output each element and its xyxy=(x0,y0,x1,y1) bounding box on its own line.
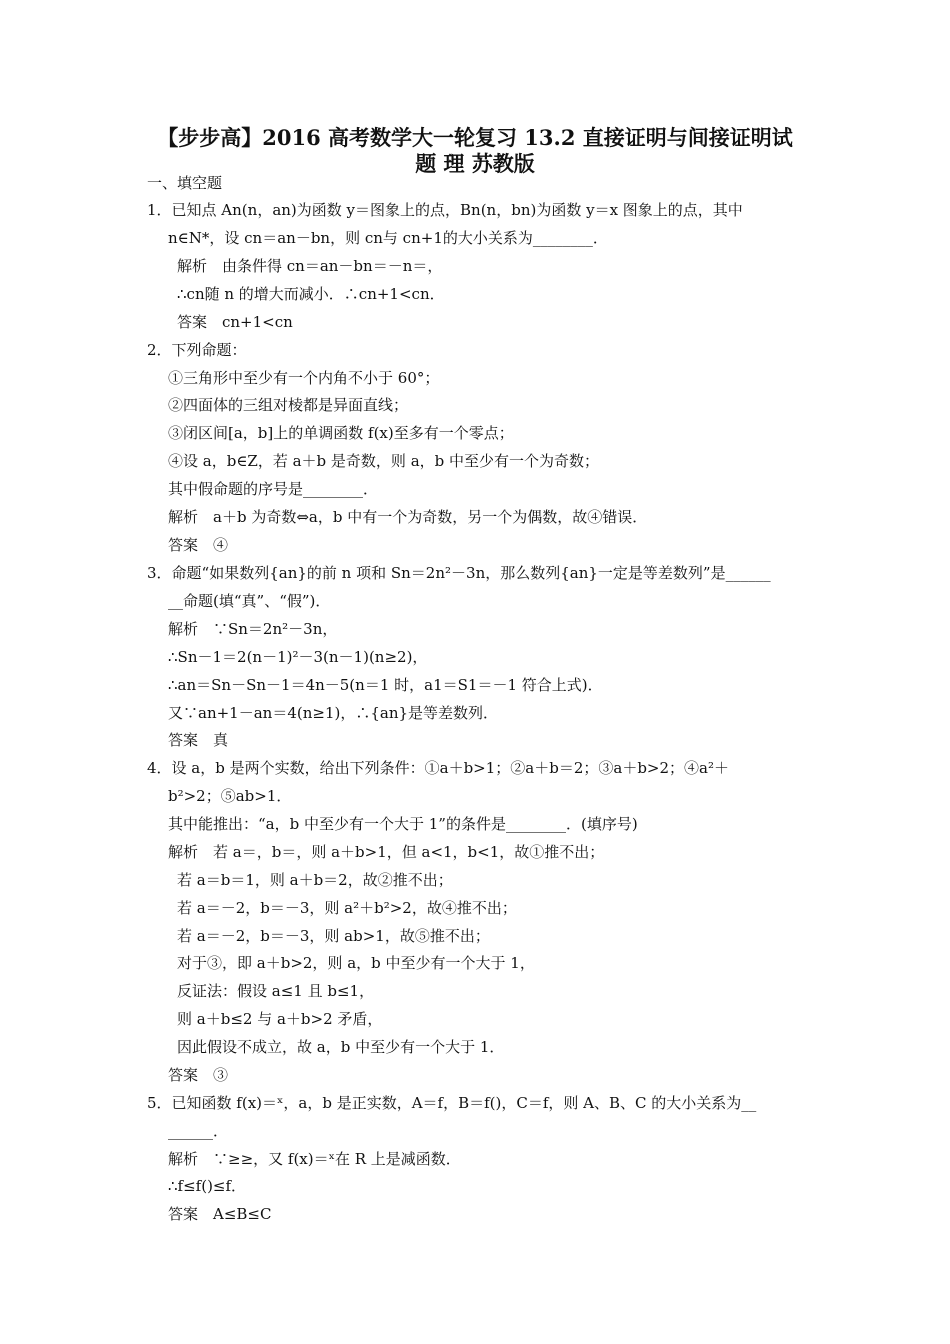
question-3-stem-cont: __命题(填“真”、“假”)． xyxy=(168,592,331,610)
document-title-line-1: 【步步高】2016 高考数学大一轮复习 13.2 直接证明与间接证明试 xyxy=(157,125,793,150)
question-4-analysis-step-7: 因此假设不成立，故 a，b 中至少有一个大于 1． xyxy=(177,1038,505,1056)
question-2-stem: 2．下列命题： xyxy=(147,341,247,359)
question-2-item-1: ①三角形中至少有一个内角不小于 60°； xyxy=(168,369,440,387)
question-5-analysis: 解析 ∵≥≥，又 f(x)＝ˣ在 R 上是减函数． xyxy=(168,1150,461,1168)
question-4-answer: 答案 ③ xyxy=(168,1066,229,1084)
question-5-analysis-step-1: ∴f≤f()≤f． xyxy=(168,1177,247,1195)
question-2-item-3: ③闭区间[a，b]上的单调函数 f(x)至多有一个零点； xyxy=(168,424,514,442)
question-4-stem: 4．设 a，b 是两个实数，给出下列条件：①a＋b>1；②a＋b＝2；③a＋b>2；④a²＋ xyxy=(147,759,729,777)
question-2-prompt: 其中假命题的序号是________． xyxy=(168,480,379,498)
question-1-stem-cont: n∈N*，设 cn＝an－bn，则 cn与 cn+1的大小关系为________． xyxy=(168,229,608,247)
question-2-answer: 答案 ④ xyxy=(168,536,229,554)
document-title-line-2: 题 理 苏教版 xyxy=(415,151,535,176)
question-4-analysis-step-1: 若 a＝b＝1，则 a＋b＝2，故②推不出； xyxy=(177,871,453,889)
question-3-analysis-step-2: ∴an＝Sn－Sn－1＝4n－5(n＝1 时，a1＝S1＝－1 符合上式)． xyxy=(168,676,603,694)
question-1-answer: 答案 cn+1<cn xyxy=(177,313,293,331)
question-3-analysis: 解析 ∵Sn＝2n²－3n， xyxy=(168,620,338,638)
section-heading: 一、填空题 xyxy=(147,174,223,192)
question-4-stem-cont: b²>2；⑤ab>1． xyxy=(168,787,292,805)
question-4-prompt: 其中能推出：“a，b 中至少有一个大于 1”的条件是________．(填序号) xyxy=(168,815,638,833)
question-2-item-2: ②四面体的三组对棱都是异面直线； xyxy=(168,396,409,414)
question-4-analysis-step-3: 若 a＝－2，b＝－3，则 ab>1，故⑤推不出； xyxy=(177,927,490,945)
question-1-stem: 1．已知点 An(n，an)为函数 y＝图象上的点，Bn(n，bn)为函数 y＝x 图象上的点，其中 xyxy=(147,201,743,219)
question-3-analysis-step-1: ∴Sn－1＝2(n－1)²－3(n－1)(n≥2)， xyxy=(168,648,428,666)
question-2-analysis: 解析 a＋b 为奇数⇔a，b 中有一个为奇数，另一个为偶数，故④错误． xyxy=(168,508,648,526)
question-1-analysis: 解析 由条件得 cn＝an－bn＝－n＝， xyxy=(177,257,443,275)
question-3-answer: 答案 真 xyxy=(168,731,229,749)
question-4-analysis-step-6: 则 a＋b≤2 与 a＋b>2 矛盾， xyxy=(177,1010,383,1028)
question-5-answer: 答案 A≤B≤C xyxy=(168,1205,272,1223)
question-4-analysis-step-2: 若 a＝－2，b＝－3，则 a²＋b²>2，故④推不出； xyxy=(177,899,517,917)
question-3-analysis-step-3: 又∵an+1－an＝4(n≥1)，∴{an}是等差数列． xyxy=(168,704,499,722)
question-1-analysis-cont: ∴cn随 n 的增大而减小．∴cn+1<cn． xyxy=(177,285,445,303)
question-4-analysis: 解析 若 a＝，b＝，则 a＋b>1，但 a<1，b<1，故①推不出； xyxy=(168,843,605,861)
question-5-stem-cont: ______． xyxy=(168,1122,229,1140)
question-4-analysis-step-5: 反证法：假设 a≤1 且 b≤1， xyxy=(177,982,375,1000)
question-4-analysis-step-4: 对于③，即 a＋b>2，则 a，b 中至少有一个大于 1， xyxy=(177,954,535,972)
question-3-stem: 3．命题“如果数列{an}的前 n 项和 Sn＝2n²－3n，那么数列{an}一定是等差数列”是______ xyxy=(147,564,771,582)
question-2-item-4: ④设 a，b∈Z，若 a＋b 是奇数，则 a，b 中至少有一个为奇数； xyxy=(168,452,600,470)
question-5-stem: 5．已知函数 f(x)＝ˣ，a，b 是正实数，A＝f，B＝f()，C＝f，则 A、B、C 的大小关系为__ xyxy=(147,1094,757,1112)
